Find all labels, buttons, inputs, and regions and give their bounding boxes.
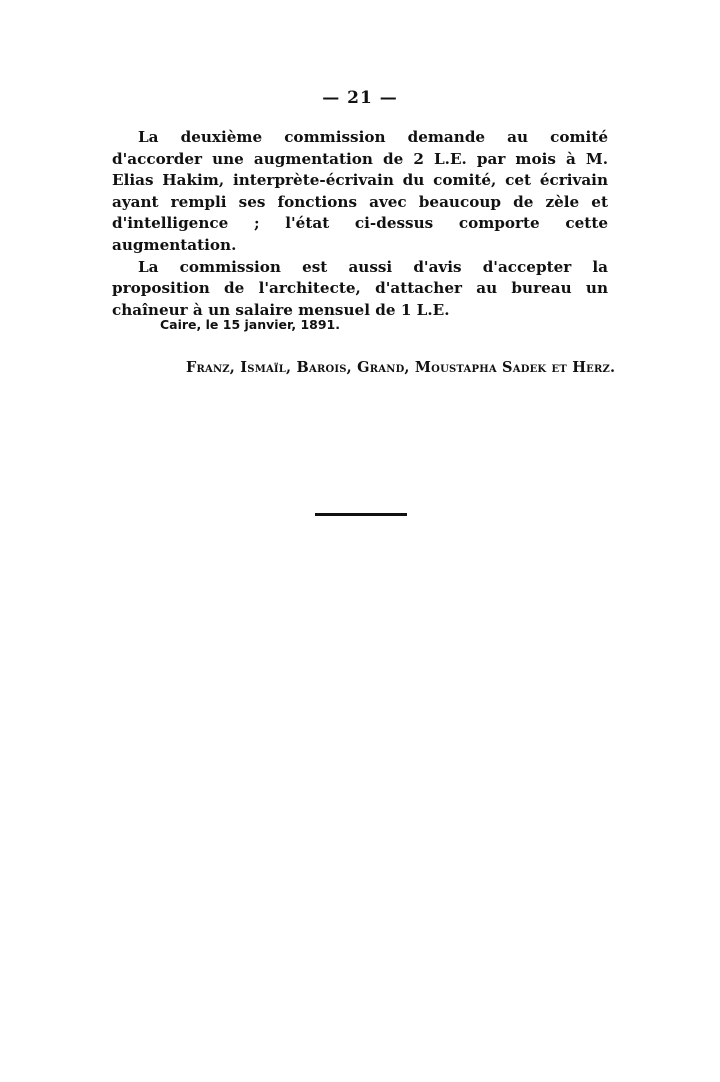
date-line: Caire, le 15 janvier, 1891.	[160, 317, 340, 332]
page-number: — 21 —	[322, 88, 398, 108]
end-rule-divider	[315, 513, 407, 516]
body-text	[112, 127, 608, 321]
signatures: Franz, Ismaïl, Barois, Grand, Moustapha Sadek et Herz.	[186, 359, 616, 376]
paragraph-commission-request: La deuxième commission demande au comité d'accorder une augmentation de 2 L.E. par mois à M. Elias Hakim, interprète-écrivain du comité, cet écrivain ayant rempli ses fonctions avec beaucoup de zèle et d'intelligence ; l'état ci-dessus comporte cette augmentation.	[112, 128, 608, 254]
paragraph-architect-proposal: La commission est aussi d'avis d'accepter la proposition de l'architecte, d'attacher au bureau un chaîneur à un salaire mensuel de 1 L.E.	[112, 257, 608, 319]
